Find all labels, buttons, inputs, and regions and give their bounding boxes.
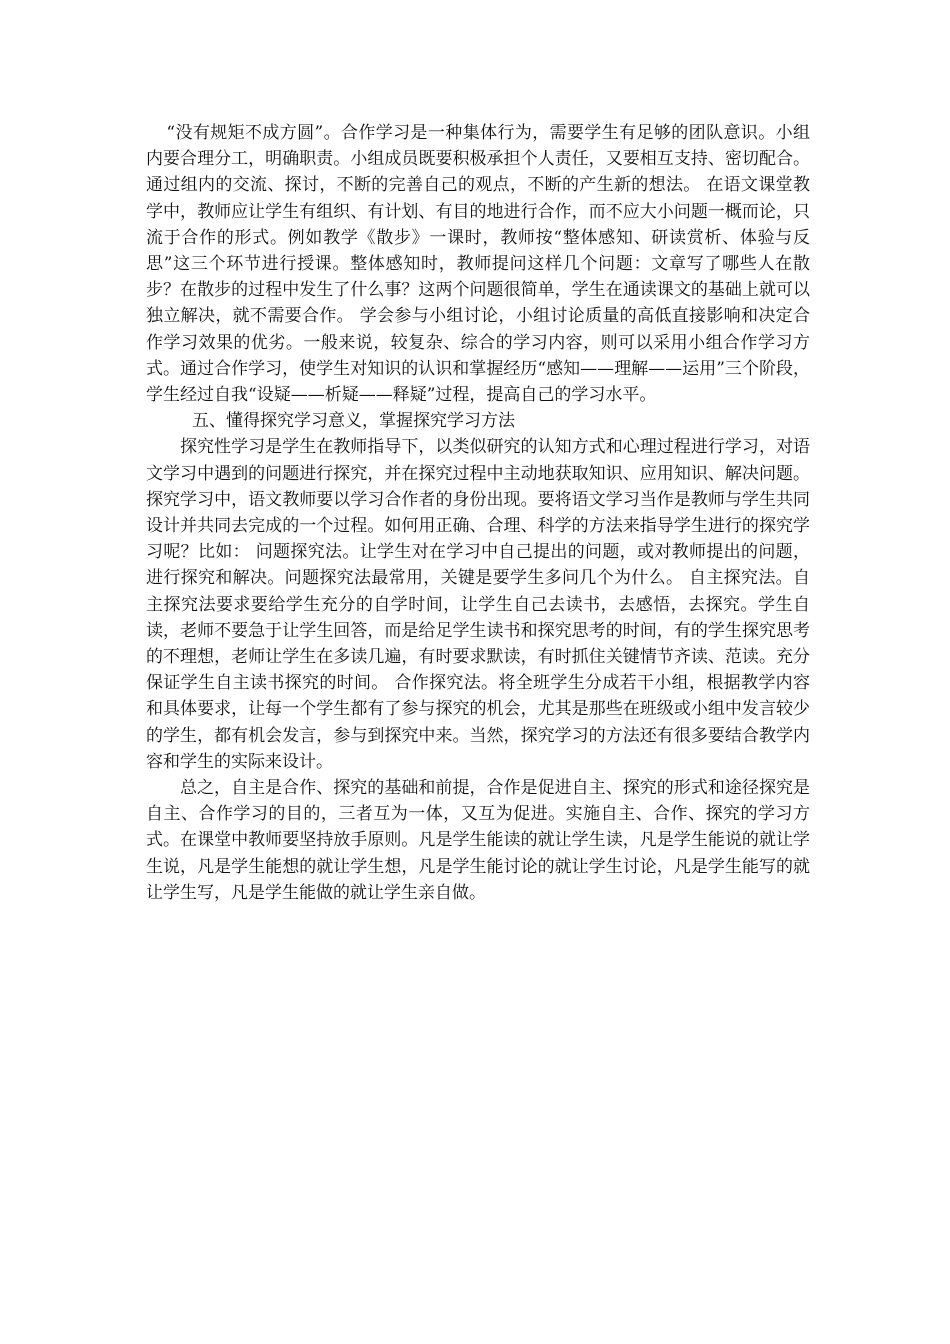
paragraph-conclusion: 总之，自主是合作、探究的基础和前提，合作是促进自主、探究的形式和途径探究是自主、合作学习的目的，三者互为一体，又互为促进。实施自主、合作、探究的学习方式。在课堂中教师要坚持放手原则。凡是学生能读的就让学生读，凡是学生能说的就让学生说，凡是学生能想的就让学生想，凡是学生能讨论的就让学生讨论，凡是学生能写的就让学生写，凡是学生能做的就让学生亲自做。 <box>146 778 810 903</box>
paragraph-inquiry-learning: 探究性学习是学生在教师指导下，以类似研究的认知方式和心理过程进行学习，对语文学习中遇到的问题进行探究，并在探究过程中主动地获取知识、应用知识、解决问题。探究学习中，语文教师要以学习合作者的身份出现。要将语文学习当作是教师与学生共同设计并共同去完成的一个过程。如何用正确、合理、科学的方法来指导学生进行的探究学习呢？比如： 问题探究法。让学生对在学习中自己提出的问题，或对教师提出的问题，进行探究和解决。问题探究法最常用，关键是要学生多问几个为什么。 自主探究法。自主探究法要求要给学生充分的自学时间，让学生自己去读书，去感悟，去探究。学生自读，老师不要急于让学生回答，而是给足学生读书和探究思考的时间，有的学生探究思考的不理想，老师让学生在多读几遍，有时要求默读，有时抓住关键情节齐读、范读。充分保证学生自主读书探究的时间。 合作探究法。将全班学生分成若干小组，根据教学内容和具体要求，让每一个学生都有了参与探究的机会，尤其是那些在班级或小组中发言较少的学生，都有机会发言，参与到探究中来。当然，探究学习的方法还有很多要结合教学内容和学生的实际来设计。 <box>146 437 810 772</box>
document-body <box>146 120 810 906</box>
paragraph-cooperative-learning: “没有规矩不成方圆”。合作学习是一种集体行为，需要学生有足够的团队意识。小组内要合理分工，明确职责。小组成员既要积极承担个人责任，又要相互支持、密切配合。通过组内的交流、探讨，不断的完善自己的观点，不断的产生新的想法。 在语文课堂教学中，教师应让学生有组织、有计划、有目的地进行合作，而不应大小问题一概而论，只流于合作的形式。例如教学《散步》一课时，教师按“整体感知、研读赏析、体验与反思”这三个环节进行授课。整体感知时，教师提问这样几个问题：文章写了哪些人在散步？在散步的过程中发生了什么事？这两个问题很简单，学生在通读课文的基础上就可以独立解决，就不需要合作。 学会参与小组讨论，小组讨论质量的高低直接影响和决定合作学习效果的优劣。一般来说，较复杂、综合的学习内容，则可以采用小组合作学习方式。通过合作学习，使学生对知识的认识和掌握经历“感知——理解——运用”三个阶段，学生经过自我“设疑——析疑——释疑”过程，提高自己的学习水平。 <box>146 123 810 406</box>
section-heading-inquiry-learning: 五、懂得探究学习意义，掌握探究学习方法 <box>192 411 515 432</box>
